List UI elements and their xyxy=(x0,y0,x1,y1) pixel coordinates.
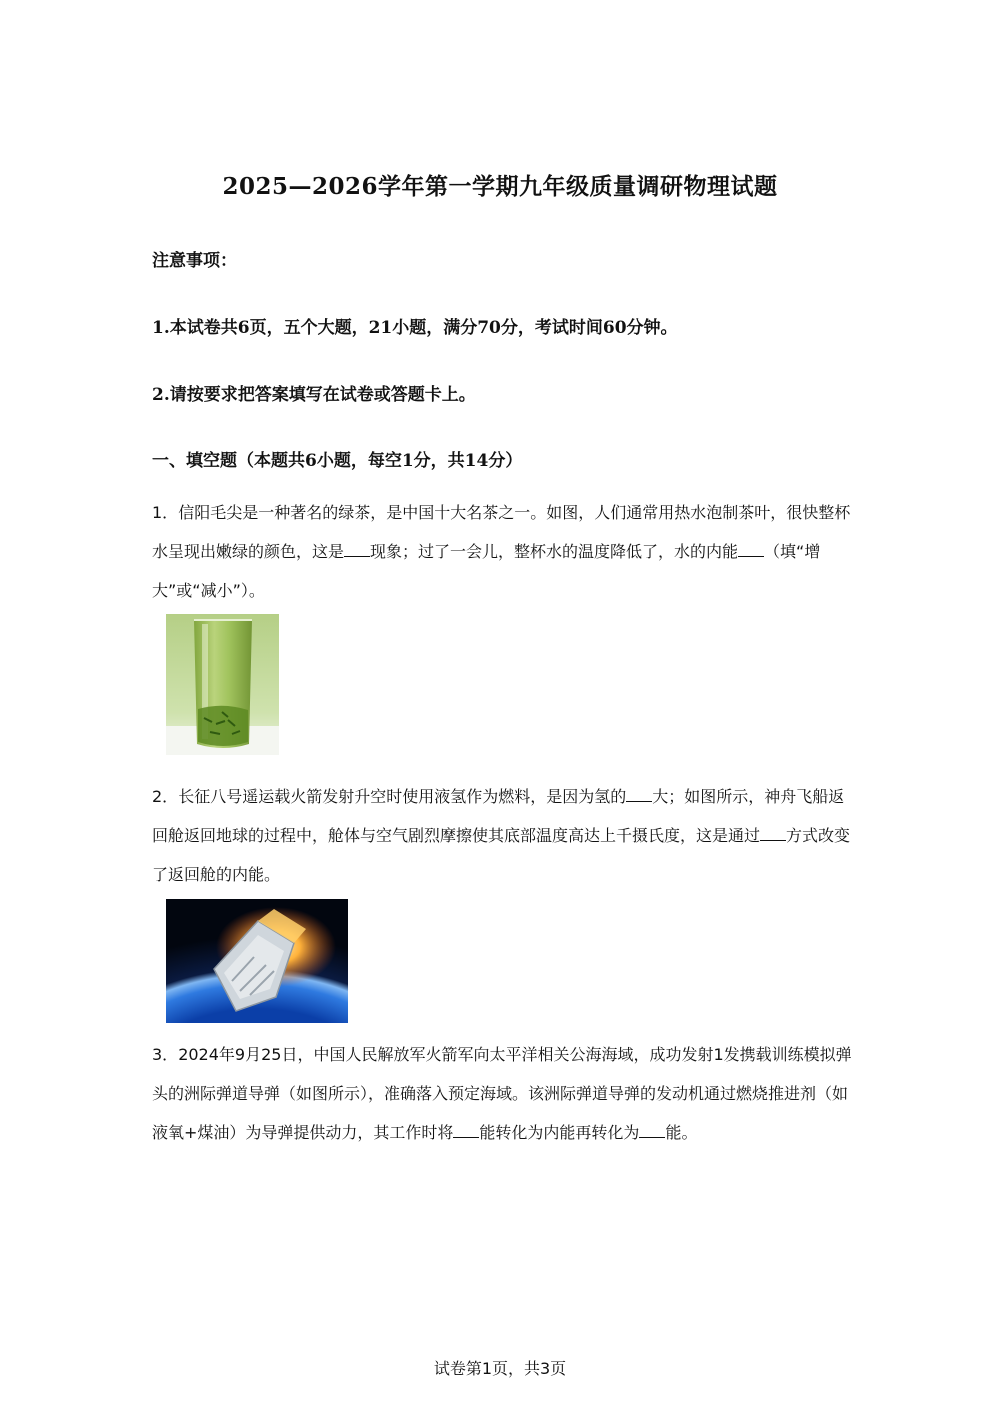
question-text: 方式改变了返回舱的内能。 xyxy=(152,826,851,884)
notice-line-2: 2.请按要求把答案填写在试卷或答题卡上。 xyxy=(152,385,476,405)
question-2 xyxy=(152,777,852,894)
question-text: 大；如图所示，神舟飞船返回舱返回地球的过程中，舱体与空气剧烈摩擦使其底部温度高达上千摄氏度，这是通过 xyxy=(152,787,845,845)
notice-heading: 注意事项： xyxy=(152,251,237,271)
question-text: （填“增大”或“减小”）。 xyxy=(152,542,821,600)
answer-blank[interactable] xyxy=(760,826,786,841)
question-number: 2． xyxy=(152,787,179,806)
question-3 xyxy=(152,1035,852,1152)
question-number: 3． xyxy=(152,1045,179,1064)
question-text: 信阳毛尖是一种著名的绿茶，是中国十大名茶之一。如图，人们通常用热水泡制茶叶，很快整杯水呈现出嫩绿的颜色，这是 xyxy=(152,503,851,561)
return-capsule-image xyxy=(166,899,348,1023)
answer-blank[interactable] xyxy=(453,1123,479,1138)
answer-blank[interactable] xyxy=(344,542,370,557)
question-text: 2024年9月25日，中国人民解放军火箭军向太平洋相关公海海域，成功发射1发携载训练模拟弹头的洲际弹道导弹（如图所示），准确落入预定海域。该洲际弹道导弹的发动机通过燃烧推进剂（如液氧+煤油）为导弹提供动力，其工作时将 xyxy=(152,1045,852,1142)
exam-title: 2025—2026学年第一学期九年级质量调研物理试题 xyxy=(222,173,778,200)
notice-line-1: 1.本试卷共6页，五个大题，21小题，满分70分，考试时间60分钟。 xyxy=(152,318,678,338)
question-text: 长征八号遥运载火箭发射升空时使用液氢作为燃料，是因为氢的 xyxy=(178,787,627,806)
question-text: 现象；过了一会儿，整杯水的温度降低了，水的内能 xyxy=(370,542,739,561)
answer-blank[interactable] xyxy=(626,787,652,802)
question-text: 能。 xyxy=(665,1123,698,1142)
question-1 xyxy=(152,493,852,610)
section-heading-fill-in: 一、填空题（本题共6小题，每空1分，共14分） xyxy=(152,451,523,471)
answer-blank[interactable] xyxy=(639,1123,665,1138)
question-number: 1． xyxy=(152,503,179,522)
green-tea-glass-image xyxy=(166,614,279,755)
question-text: 能转化为内能再转化为 xyxy=(479,1123,640,1142)
page-footer: 试卷第1页，共3页 xyxy=(433,1359,567,1378)
answer-blank[interactable] xyxy=(738,542,764,557)
